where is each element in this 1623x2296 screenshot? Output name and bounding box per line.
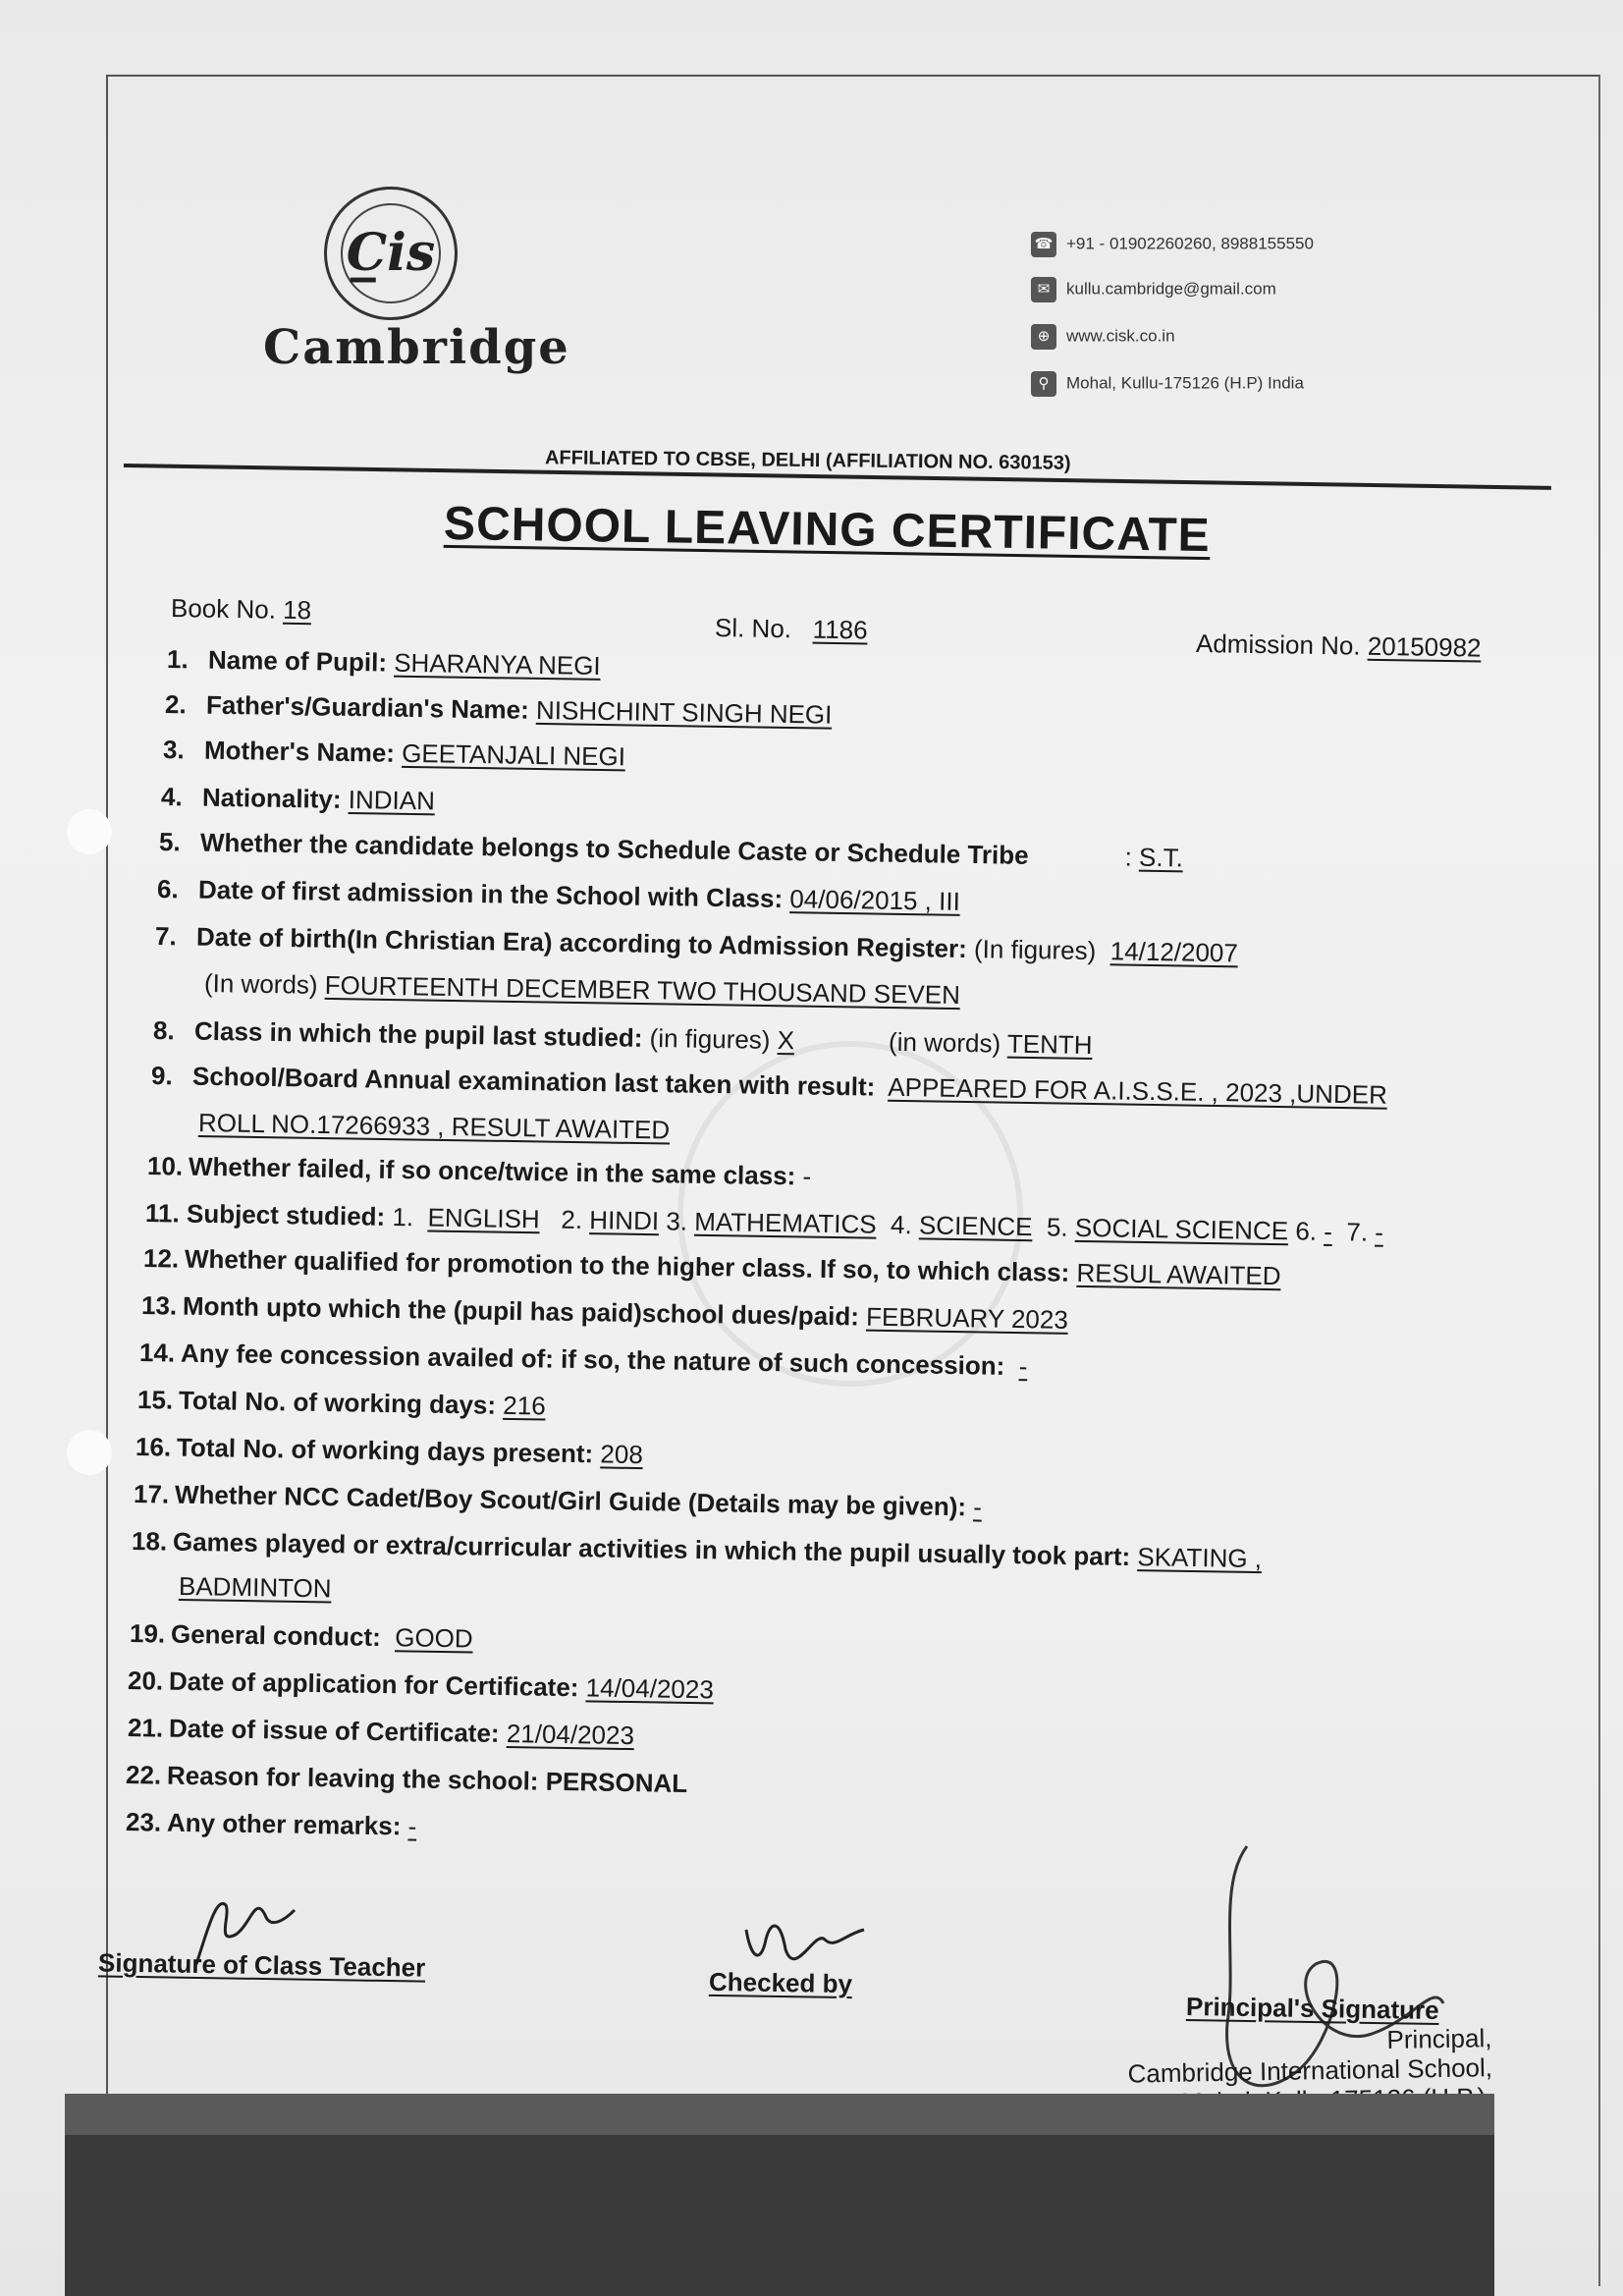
contact-phone xyxy=(1031,232,1314,257)
principal-signature-label: Principal's Signature xyxy=(1185,1991,1439,2026)
item-5: 5. Whether the candidate belongs to Schedule Caste or Schedule Tribe : S.T. xyxy=(158,827,1184,873)
item-8: 8. Class in which the pupil last studied: (in figures) X (in words) TENTH xyxy=(152,1015,1093,1061)
item-7-words: (In words) FOURTEENTH DECEMBER TWO THOUSAND SEVEN xyxy=(203,968,961,1011)
item-21: 21. Date of issue of Certificate: 21/04/2023 xyxy=(127,1713,635,1751)
affiliation-line: AFFILIATED TO CBSE, DELHI (AFFILIATION NO. 630153) xyxy=(544,447,1071,474)
serial-no: Sl. No. 1186 xyxy=(714,613,868,645)
contact-website xyxy=(1031,324,1175,350)
item-16: 16. Total No. of working days present: 208 xyxy=(135,1432,644,1470)
email-text: kullu.cambridge@gmail.com xyxy=(1066,279,1276,299)
item-4: 4. Nationality: INDIAN xyxy=(160,782,436,816)
address-text: Mohal, Kullu-175126 (H.P) India xyxy=(1066,373,1304,393)
page-title: SCHOOL LEAVING CERTIFICATE xyxy=(443,497,1212,563)
item-22: 22. Reason for leaving the school: PERSONAL xyxy=(125,1760,688,1798)
admission-no: Admission No. 20150982 xyxy=(1195,629,1482,663)
item-19: 19. General conduct: GOOD xyxy=(129,1618,473,1654)
item-9: 9. School/Board Annual examination last taken with result: APPEARED FOR A.I.S.S.E. , 2023 ,UNDER xyxy=(150,1061,1388,1110)
location-pin-icon: ⚲ xyxy=(1031,371,1056,397)
phone-text: +91 - 01902260260, 8988155550 xyxy=(1066,234,1314,253)
punch-hole xyxy=(67,1430,112,1475)
item-10: 10. Whether failed, if so once/twice in the same class: - xyxy=(146,1151,812,1191)
item-2: 2. Father's/Guardian's Name: NISHCHINT SINGH NEGI xyxy=(164,689,833,730)
phone-icon: ☎ xyxy=(1031,232,1056,257)
item-12: 12. Whether qualified for promotion to the higher class. If so, to which class: RESUL AWAITED xyxy=(142,1243,1281,1291)
footer-band-dark xyxy=(65,2135,1494,2296)
footer-band xyxy=(65,2094,1494,2135)
item-18: 18. Games played or extra/curricular activities in which the pupil usually took part: SKATING , xyxy=(131,1526,1263,1574)
item-18-cont: BADMINTON xyxy=(178,1571,332,1604)
item-15: 15. Total No. of working days: 216 xyxy=(136,1385,546,1421)
item-13: 13. Month upto which the (pupil has paid)school dues/paid: FEBRUARY 2023 xyxy=(140,1290,1069,1335)
item-7: 7. Date of birth(In Christian Era) according to Admission Register: (In figures) 14/12/2007 xyxy=(154,921,1239,968)
item-9-cont: ROLL NO.17266933 , RESULT AWAITED xyxy=(197,1108,671,1145)
contact-email xyxy=(1031,277,1276,302)
punch-hole xyxy=(67,809,112,854)
globe-icon: ⊕ xyxy=(1031,324,1056,350)
principal-stamp: Principal, Cambridge International School, xyxy=(1127,2023,1493,2089)
item-17: 17. Whether NCC Cadet/Boy Scout/Girl Guide (Details may be given): - xyxy=(133,1479,983,1522)
contact-address xyxy=(1031,371,1304,397)
school-name-logo: Cambridge xyxy=(263,320,570,375)
class-teacher-label: Signature of Class Teacher xyxy=(97,1947,426,1983)
mail-icon: ✉ xyxy=(1031,277,1056,302)
school-logo xyxy=(324,187,458,320)
item-20: 20. Date of application for Certificate: 14/04/2023 xyxy=(127,1666,715,1705)
website-text: www.cisk.co.in xyxy=(1066,326,1175,346)
item-23: 23. Any other remarks: - xyxy=(125,1807,417,1841)
item-3: 3. Mother's Name: GEETANJALI NEGI xyxy=(162,735,626,772)
item-14: 14. Any fee concession availed of: if so, the nature of such concession: - xyxy=(138,1338,1028,1382)
item-1: 1. Name of Pupil: SHARANYA NEGI xyxy=(166,644,601,681)
book-no: Book No. 18 xyxy=(170,593,312,626)
checked-by-label: Checked by xyxy=(708,1966,853,1999)
item-11: 11. Subject studied: 1. ENGLISH 2. HINDI 3. MATHEMATICS 4. SCIENCE 5. SOCIAL SCIENCE 6. - 7. - xyxy=(144,1198,1384,1247)
logo-mark: C̲is xyxy=(346,223,436,283)
item-6: 6. Date of first admission in the School with Class: 04/06/2015 , III xyxy=(156,874,961,916)
